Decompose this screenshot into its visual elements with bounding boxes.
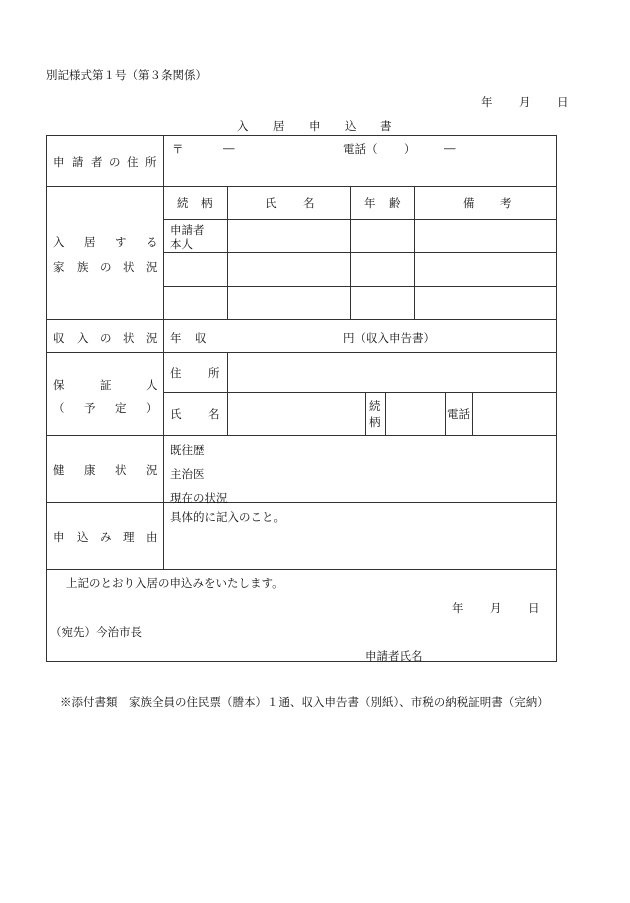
rule [46,435,557,436]
guarantor-relation-label-top: 続 [369,399,381,413]
addressee: （宛先）今治市長 [50,625,142,639]
header-date-month: 月 [519,95,531,109]
attachment-footnote: ※添付書類 家族全員の住民票（謄本）１通、収入申告書（別紙）、市税の納税証明書（完納） [60,695,549,709]
rule [350,186,351,319]
rule [46,569,557,570]
title-char: 居 [273,119,285,133]
guarantor-relation-label-bottom: 柄 [369,415,381,429]
header-date-day: 日 [557,95,569,109]
rule [163,286,557,287]
rule [46,319,557,320]
postal-dash: ― [223,141,235,155]
rule [163,252,557,253]
rule [227,186,228,319]
current-condition-label: 現在の状況 [170,491,228,505]
form-number: 別記様式第１号（第３条関係） [46,68,207,82]
rule [414,186,415,319]
rule [472,392,473,435]
phone-dash: ― [444,141,456,155]
primary-doctor-label: 主治医 [170,467,205,481]
rule [46,186,557,187]
medical-history-label: 既往歴 [170,443,205,457]
rule [227,352,228,435]
title-char: 込 [345,119,357,133]
rule [163,392,557,393]
rule [46,502,557,503]
guarantor-phone-label: 電話 [447,407,470,421]
phone-label: 電話（ [343,142,378,156]
title-char: 書 [380,119,392,133]
title-char: 入 [237,119,249,133]
rule [163,219,557,220]
rule [445,392,446,435]
applicant-name-label: 申請者氏名 [365,649,423,663]
declaration-month: 月 [490,601,502,615]
rule [46,352,557,353]
postal-mark: 〒 [172,142,184,156]
declaration-text: 上記のとおり入居の申込みをいたします。 [66,576,284,590]
declaration-day: 日 [528,601,540,615]
rule [163,135,164,569]
income-yen-note: 円（収入申告書） [343,331,435,345]
rule [365,392,366,435]
applicant-relation-self: 本人 [170,237,193,251]
reason-note: 具体的に記入のこと。 [170,510,285,524]
applicant-relation: 申請者 [170,223,205,237]
title-char: 申 [309,119,321,133]
declaration-year: 年 [452,601,464,615]
header-date-year: 年 [481,95,493,109]
phone-close: ） [404,142,416,156]
rule [385,392,386,435]
